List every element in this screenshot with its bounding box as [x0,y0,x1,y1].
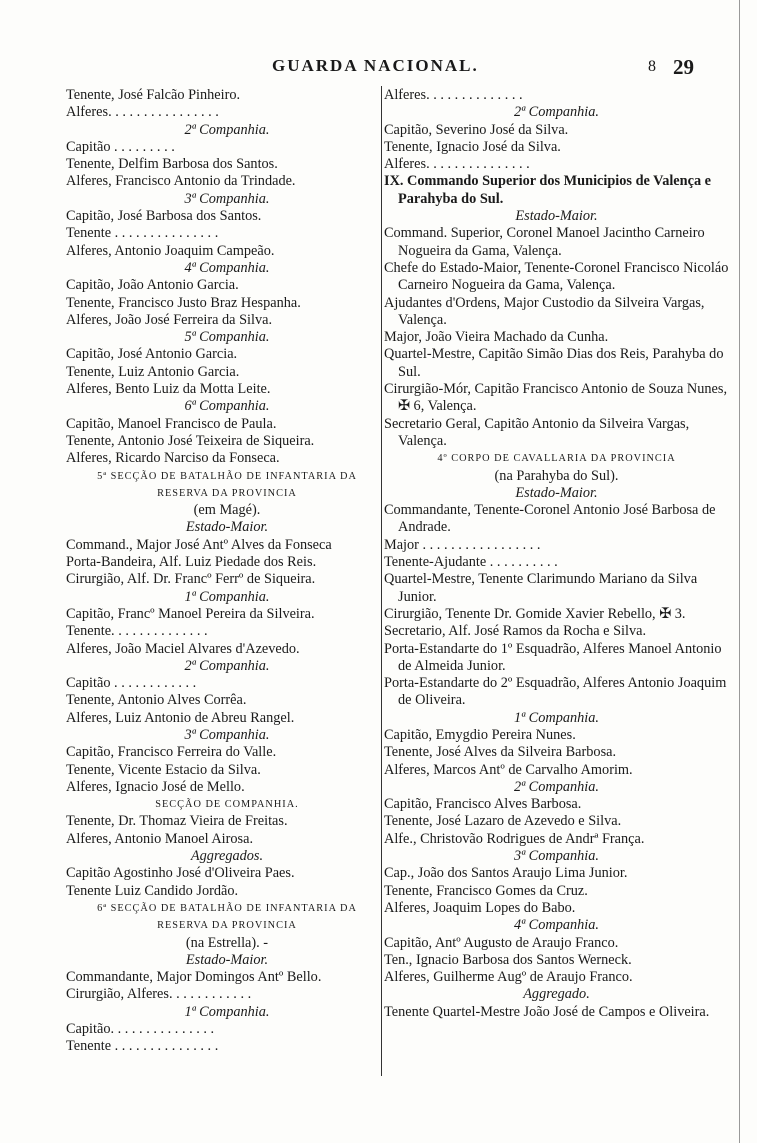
entry-line: Cirurgião, Alf. Dr. Francº Ferrº de Siqueira. [66,571,316,588]
unit-heading: RESERVA DA PROVINCIA [157,920,297,932]
entry-line: Tenente, Delfim Barbosa dos Santos. [66,156,278,173]
unit-heading: (em Magé). [193,502,261,519]
entry-line: Tenente . . . . . . . . . . . . . . . [66,1038,219,1055]
entry-line: Alferes, Antonio Joaquim Campeão. [66,242,275,259]
entry-line: Chefe do Estado-Maior, Tenente-Coronel Francisco Nicoláo Carneiro Nogueira da Gama, Valença. [384,259,729,294]
section-heading: 5ª Companhia. [184,329,270,346]
section-heading: 4ª Companhia. [514,917,599,934]
unit-heading: 5ª SECÇÃO DE BATALHÃO DE INFANTARIA DA [97,470,357,482]
entry-line: Capitão Agostinho José d'Oliveira Paes. [66,865,295,882]
entry-line: Commandante, Major Domingos Antº Bello. [66,969,322,986]
entry-line: Capitão, Antº Augusto de Araujo Franco. [384,934,619,951]
entry-line: Alfe., Christovão Rodrigues de Andrª França. [384,830,645,847]
left-column [66,87,388,1056]
entry-line: Alferes, Marcos Antº de Carvalho Amorim. [384,761,633,778]
entry-line: Secretario, Alf. José Ramos da Rocha e Silva. [384,623,647,640]
unit-heading: SECÇÃO DE COMPANHIA. [155,799,299,811]
entry-line: Porta-Bandeira, Alf. Luiz Piedade dos Reis. [66,554,317,571]
entry-line: Alferes. . . . . . . . . . . . . . [384,87,523,103]
page-edge [739,0,740,1143]
entry-line: Command. Superior, Coronel Manoel Jacintho Carneiro Nogueira da Gama, Valença. [384,225,705,259]
section-heading: 2ª Companhia. [514,104,599,121]
section-heading: Aggregados. [190,848,264,865]
entry-line: Ten., Ignacio Barbosa dos Santos Werneck. [384,951,632,968]
section-heading: Estado-Maior. [515,484,598,501]
entry-line: Quartel-Mestre, Capitão Simão Dias dos Reis, Parahyba do Sul. [384,346,724,380]
section-heading: 2ª Companhia. [514,778,599,795]
entry-line: Capitão, Francisco Alves Barbosa. [384,796,582,813]
entry-line: Tenente, José Lazaro de Azevedo e Silva. [384,813,622,830]
section-heading: 4ª Companhia. [184,259,270,276]
entry-line: Alferes, Luiz Antonio de Abreu Rangel. [66,709,295,726]
unit-heading: (na Parahyba do Sul). [494,467,619,484]
entry-line: Tenente. . . . . . . . . . . . . . [66,623,208,640]
entry-line: Capitão, Severino José da Silva. [384,121,569,138]
entry-line: Secretario Geral, Capitão Antonio da Silveira Vargas, Valença. [384,415,690,449]
section-heading: 6ª Companhia. [184,398,270,415]
entry-line: Alferes. . . . . . . . . . . . . . . . [66,104,219,121]
entry-line: Tenente, Luiz Antonio Garcia. [66,363,240,380]
entry-line: Cirurgião, Tenente Dr. Gomide Xavier Rebello, ✠ 3. [384,605,686,622]
entry-line: Command., Major José Antº Alves da Fonseca [66,536,332,553]
entry-line: Alferes, Francisco Antonio da Trindade. [66,173,296,190]
entry-line: Tenente, Antonio José Teixeira de Siqueira. [66,432,315,449]
section-heading: 2ª Companhia. [184,657,270,674]
section-heading: Estado-Maior. [185,519,269,536]
entry-line: Alferes. . . . . . . . . . . . . . . [384,156,530,173]
entry-line: Capitão . . . . . . . . . [66,138,175,155]
entry-line: Tenente-Ajudante . . . . . . . . . . [384,554,558,571]
entry-line: Cirurgião, Alferes. . . . . . . . . . . . [66,986,252,1003]
entry-line: Commandante, Tenente-Coronel Antonio José Barbosa de Andrade. [384,502,716,536]
entry-line: IX. Commando Superior dos Municipios de Valença e Parahyba do Sul. [384,173,712,207]
unit-heading: 4º CORPO DE CAVALLARIA DA PROVINCIA [437,453,676,465]
entry-line: Alferes, Antonio Manoel Airosa. [66,830,254,847]
entry-line: Tenente, Ignacio José da Silva. [384,138,561,155]
entry-line: Capitão, Emygdio Pereira Nunes. [384,726,576,743]
entry-line: Tenente, José Falcão Pinheiro. [66,87,241,103]
entry-line: Alferes, Ignacio José de Mello. [66,778,245,795]
section-heading: Estado-Maior. [185,951,269,968]
entry-line: Alferes, Ricardo Narciso da Fonseca. [66,450,280,467]
entry-line: Alferes, João Maciel Alvares d'Azevedo. [66,640,300,657]
entry-line: Capitão, José Barbosa dos Santos. [66,208,262,225]
margin-mark: 8 [648,58,656,75]
page-number: 29 [673,55,694,79]
page-header [0,56,757,82]
entry-line: Major . . . . . . . . . . . . . . . . . [384,536,541,553]
entry-line: Tenente, Francisco Gomes da Cruz. [384,882,588,899]
entry-line: Quartel-Mestre, Tenente Clarimundo Mariano da Silva Junior. [384,571,698,605]
entry-line: Porta-Estandarte do 1º Esquadrão, Alferes Manoel Antonio de Almeida Junior. [384,640,722,674]
entry-line: Tenente Luiz Candido Jordão. [66,882,239,899]
entry-line: Capitão, Francisco Ferreira do Valle. [66,744,277,761]
entry-line: Tenente . . . . . . . . . . . . . . . [66,225,219,242]
entry-line: Tenente, José Alves da Silveira Barbosa. [384,744,617,761]
entry-line: Tenente, Francisco Justo Braz Hespanha. [66,294,301,311]
entry-line: Alferes, Guilherme Augº de Araujo Franco. [384,969,633,986]
section-heading: 3ª Companhia. [184,190,270,207]
entry-line: Tenente Quartel-Mestre João José de Campos e Oliveira. [384,1003,710,1020]
section-heading: 1ª Companhia. [514,709,599,726]
entry-line: Porta-Estandarte do 2º Esquadrão, Alferes Antonio Joaquim de Oliveira. [384,675,727,709]
entry-line: Alferes, Bento Luiz da Motta Leite. [66,381,271,398]
entry-line: Capitão . . . . . . . . . . . . [66,675,197,692]
entry-line: Cirurgião-Mór, Capitão Francisco Antonio de Souza Nunes, ✠ 6, Valença. [384,381,728,415]
section-heading: 1ª Companhia. [184,1003,270,1020]
entry-line: Alferes, João José Ferreira da Silva. [66,311,273,328]
entry-line: Capitão, Francº Manoel Pereira da Silveira. [66,605,315,622]
entry-line: Alferes, Joaquim Lopes do Babo. [384,899,576,916]
unit-heading: RESERVA DA PROVINCIA [157,487,297,499]
section-heading: 2ª Companhia. [184,121,270,138]
entry-line: Cap., João dos Santos Araujo Lima Junior. [384,865,628,882]
entry-line: Tenente, Antonio Alves Corrêa. [66,692,247,709]
entry-line: Ajudantes d'Ordens, Major Custodio da Silveira Vargas, Valença. [384,294,705,328]
entry-line: Tenente, Vicente Estacio da Silva. [66,761,261,778]
section-heading: Aggregado. [523,986,590,1003]
entry-line: Major, João Vieira Machado da Cunha. [384,329,609,346]
unit-heading: (na Estrella). - [185,934,269,951]
section-heading: Estado-Maior. [515,208,598,225]
entry-line: Tenente, Dr. Thomaz Vieira de Freitas. [66,813,288,830]
section-heading: 3ª Companhia. [184,726,270,743]
running-title: GUARDA NACIONAL. [272,56,479,75]
entry-line: Capitão, Manoel Francisco de Paula. [66,415,277,432]
section-heading: 1ª Companhia. [184,588,270,605]
entry-line: Capitão, José Antonio Garcia. [66,346,238,363]
entry-line: Capitão, João Antonio Garcia. [66,277,239,294]
entry-line: Capitão. . . . . . . . . . . . . . . [66,1021,215,1038]
section-heading: 3ª Companhia. [514,848,599,865]
unit-heading: 6ª SECÇÃO DE BATALHÃO DE INFANTARIA DA [97,902,357,914]
right-column [384,87,729,1021]
